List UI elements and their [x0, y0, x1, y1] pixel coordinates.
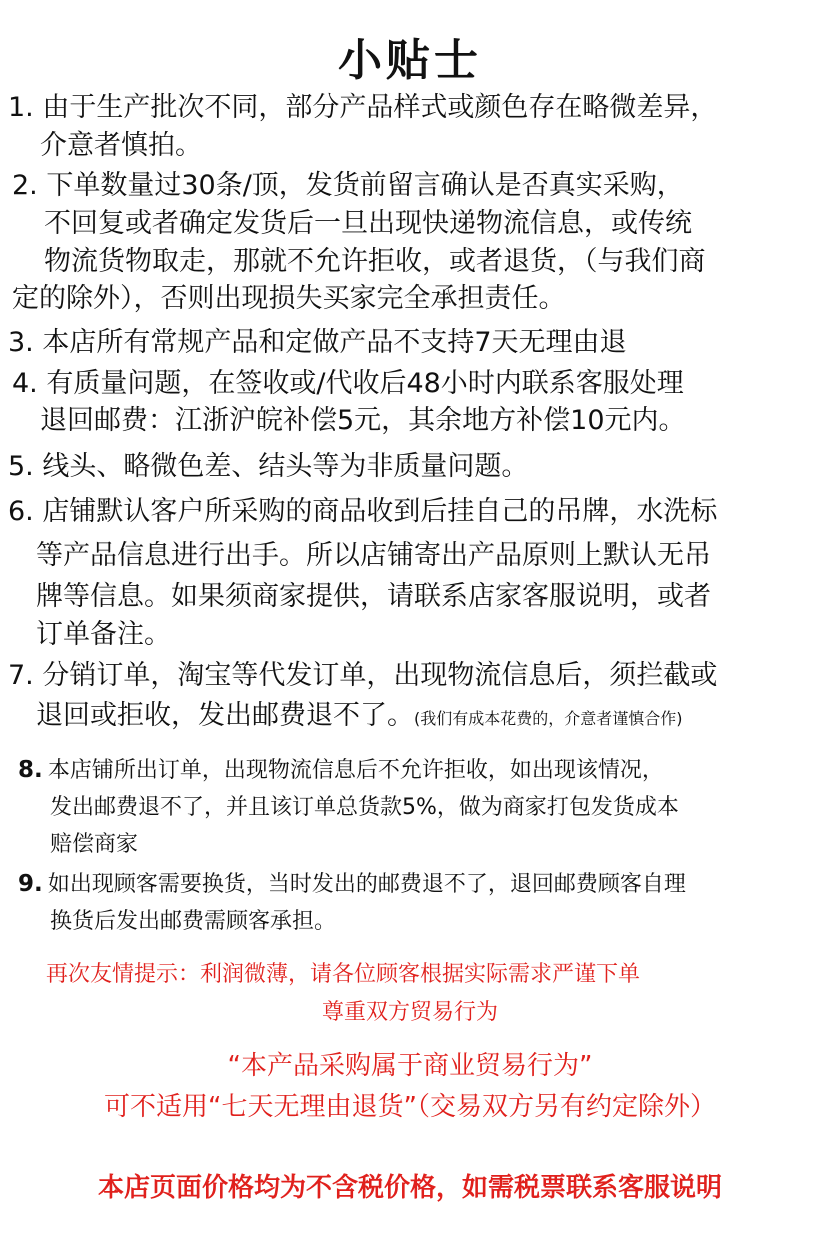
item-8-line-1-row [18, 757, 664, 783]
item-2-line-2: 不回复或者确定发货后一旦出现快递物流信息，或传统 [44, 208, 692, 239]
item-9-line-2: 换货后发出邮费需顾客承担。 [50, 909, 337, 934]
page-title: 小贴士 [338, 35, 482, 86]
notice-line-1: “本产品采购属于商业贸易行为” [227, 1051, 593, 1081]
item-2-line-1: 2. 下单数量过30条/顶，发货前留言确认是否真实采购， [12, 170, 684, 201]
item-1-line-1: 1. 由于生产批次不同，部分产品样式或颜色存在略微差异， [8, 92, 718, 123]
item-7-line-2: 退回或拒收，发出邮费退不了。 [36, 700, 414, 731]
item-6-line-3: 牌等信息。如果须商家提供，请联系店家客服说明，或者 [36, 581, 711, 612]
item-7-line-2-row [36, 700, 683, 731]
item-1-line-2: 介意者慎拍。 [40, 130, 202, 161]
notice-line-2: 可不适用“七天无理由退货”（交易双方另有约定除外） [104, 1092, 716, 1122]
tax-notice: 本店页面价格均为不含税价格，如需税票联系客服说明 [97, 1173, 722, 1203]
item-8-number: 8. [18, 757, 43, 783]
item-7-line-1: 7. 分销订单，淘宝等代发订单，出现物流信息后，须拦截或 [8, 660, 718, 691]
item-4-line-1: 4. 有质量问题，在签收或/代收后48小时内联系客服处理 [12, 368, 684, 399]
item-8-line-2: 发出邮费退不了，并且该订单总货款5%，做为商家打包发货成本 [50, 795, 679, 820]
item-5-line-1: 5. 线头、略微色差、结头等为非质量问题。 [8, 451, 529, 482]
item-8-line-1: 本店铺所出订单，出现物流信息后不允许拒收，如出现该情况， [47, 758, 664, 783]
item-7-note: (我们有成本花费的，介意者谨慎合作) [414, 709, 683, 728]
item-6-line-2: 等产品信息进行出手。所以店铺寄出产品原则上默认无吊 [36, 540, 711, 571]
item-9-line-1: 如出现顾客需要换货，当时发出的邮费退不了，退回邮费顾客自理 [47, 872, 686, 897]
item-3-line-1: 3. 本店所有常规产品和定做产品不支持7天无理由退 [8, 327, 627, 358]
item-2-line-4: 定的除外），否则出现损失买家完全承担责任。 [12, 283, 566, 314]
item-9-number: 9. [18, 871, 43, 897]
item-6-line-4: 订单备注。 [36, 619, 171, 650]
item-6-line-1: 6. 店铺默认客户所采购的商品收到后挂自己的吊牌，水洗标 [8, 496, 718, 527]
reminder-line-2: 尊重双方贸易行为 [321, 1000, 498, 1025]
reminder-line-1: 再次友情提示：利润微薄，请各位顾客根据实际需求严谨下单 [46, 962, 641, 987]
item-9-line-1-row [18, 871, 686, 897]
item-2-line-3: 物流货物取走，那就不允许拒收，或者退货，（与我们商 [44, 246, 706, 277]
item-8-line-3: 赔偿商家 [50, 832, 139, 857]
item-4-line-2: 退回邮费：江浙沪皖补偿5元，其余地方补偿10元内。 [40, 405, 686, 436]
